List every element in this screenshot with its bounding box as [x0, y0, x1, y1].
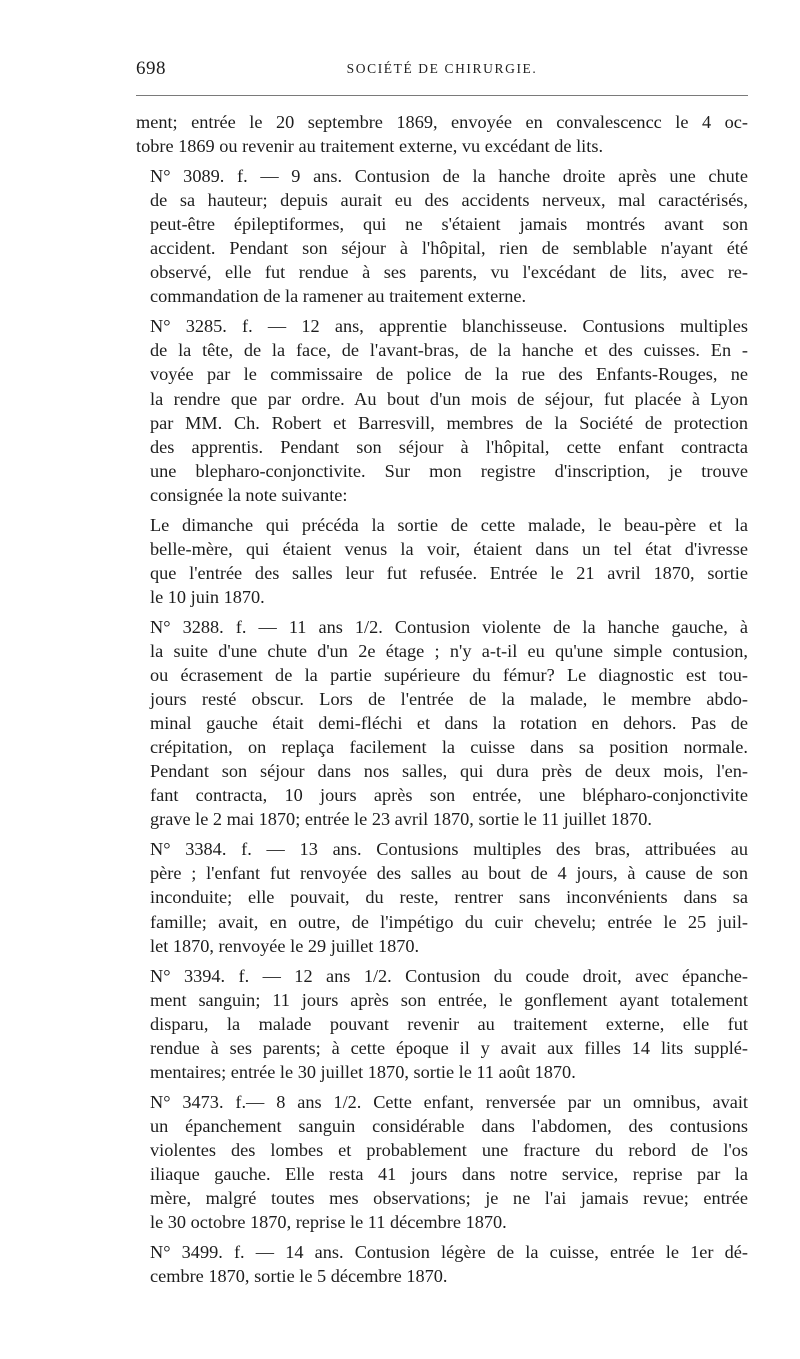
text-line: la rendre que par ordre. Au bout d'un mois de séjour, fut placée à Lyon [150, 388, 748, 409]
text-line: que l'entrée des salles leur fut refusée. Entrée le 21 avril 1870, sortie [150, 562, 748, 583]
text-line: belle-mère, qui étaient venus la voir, étaient dans un tel état d'ivresse [150, 538, 748, 559]
text-line: ment sanguin; 11 jours après son entrée, le gonflement ayant totalement [150, 989, 748, 1010]
case-paragraph [136, 1090, 748, 1234]
text-line: voyée par le commissaire de police de la rue des Enfants-Rouges, ne [150, 364, 748, 385]
text-line: par MM. Ch. Robert et Barresvill, membres de la Société de protection [150, 412, 748, 433]
text-line: crépitation, on replaça facilement la cuisse dans sa position normale. [150, 737, 748, 758]
text-line: accident. Pendant son séjour à l'hôpital, rien de semblable n'ayant été [150, 238, 748, 259]
text-line: famille; avait, en outre, de l'impétigo du cuir chevelu; entrée le 25 juil- [150, 911, 748, 932]
running-title: SOCIÉTÉ DE CHIRURGIE. [346, 61, 538, 76]
text-line: violentes des lombes et probablement une fracture du rebord de l'os [150, 1139, 748, 1160]
text-line: des apprentis. Pendant son séjour à l'hôpital, cette enfant contracta [150, 436, 748, 457]
text-line: père ; l'enfant fut renvoyée des salles au bout de 4 jours, à cause de son [150, 863, 748, 884]
text-line: la suite d'une chute d'un 2e étage ; n'y a-t-il eu qu'une simple contusion, [150, 640, 748, 661]
text-line: Le dimanche qui précéda la sortie de cette malade, le beau-père et la [150, 514, 748, 535]
text-line: de la tête, de la face, de l'avant-bras, de la hanche et des cuisses. En - [150, 340, 748, 361]
text-line: let 1870, renvoyée le 29 juillet 1870. [150, 935, 420, 956]
text-line: ment; entrée le 20 septembre 1869, envoyée en convalescencc le 4 oc- [136, 112, 748, 132]
text-line: mère, malgré toutes mes observations; je ne l'ai jamais revue; entrée [150, 1188, 748, 1209]
text-line: cembre 1870, sortie le 5 décembre 1870. [150, 1266, 448, 1287]
text-line: fant contracta, 10 jours après son entrée, une blépharo-conjonctivite [150, 785, 748, 806]
case-paragraph [136, 964, 748, 1084]
case-paragraph [136, 513, 748, 609]
case-paragraph [136, 837, 748, 957]
text-line: jours resté obscur. Lors de l'entrée de la malade, le membre abdo- [150, 689, 748, 710]
text-line: tobre 1869 ou revenir au traitement externe, vu excédant de lits. [136, 136, 604, 157]
text-line: peut-être épileptiformes, qui ne s'étaient jamais montrés avant son [150, 214, 748, 235]
text-line: N° 3089. f. — 9 ans. Contusion de la hanche droite après une chute [150, 166, 748, 187]
text-line: inconduite; elle pouvait, du reste, rentrer sans inconvénients dans sa [150, 887, 748, 908]
case-paragraph [136, 164, 748, 308]
page-number: 698 [136, 58, 166, 79]
text-line: une blepharo-conjonctivite. Sur mon registre d'inscription, je trouve [150, 460, 748, 481]
text-line: le 10 juin 1870. [150, 586, 265, 607]
text-line: le 30 octobre 1870, reprise le 11 décembre 1870. [150, 1212, 507, 1233]
text-line: N° 3288. f. — 11 ans 1/2. Contusion violente de la hanche gauche, à [150, 616, 748, 637]
body-text [136, 110, 748, 1294]
text-line: N° 3384. f. — 13 ans. Contusions multiples des bras, attribuées au [150, 839, 748, 860]
text-line: ou écrasement de la partie supérieure du fémur? Le diagnostic est tou- [150, 665, 748, 686]
continuation-paragraph [136, 110, 748, 158]
case-paragraph [136, 615, 748, 831]
text-line: iliaque gauche. Elle resta 41 jours dans notre service, reprise par la [150, 1163, 748, 1184]
text-line: mentaires; entrée le 30 juillet 1870, sortie le 11 août 1870. [150, 1061, 576, 1082]
case-paragraph [136, 314, 748, 506]
text-line: commandation de la ramener au traitement externe. [150, 286, 527, 307]
text-line: N° 3285. f. — 12 ans, apprentie blanchisseuse. Contusions multiples [150, 316, 748, 337]
text-line: consignée la note suivante: [150, 484, 348, 505]
text-line: N° 3394. f. — 12 ans 1/2. Contusion du coude droit, avec épanche- [150, 965, 748, 986]
text-line: observé, elle fut rendue à ses parents, vu l'excédant de lits, avec re- [150, 262, 748, 283]
text-line: disparu, la malade pouvant revenir au traitement externe, elle fut [150, 1013, 748, 1034]
text-line: de sa hauteur; depuis aurait eu des accidents nerveux, mal caractérisés, [150, 190, 748, 211]
text-line: minal gauche était demi-fléchi et dans la rotation en dehors. Pas de [150, 713, 748, 734]
text-line: N° 3473. f.— 8 ans 1/2. Cette enfant, renversée par un omnibus, avait [150, 1091, 748, 1112]
case-paragraph [136, 1240, 748, 1288]
text-line: rendue à ses parents; à cette époque il y avait aux filles 14 lits supplé- [150, 1037, 748, 1058]
text-line: grave le 2 mai 1870; entrée le 23 avril 1870, sortie le 11 juillet 1870. [150, 809, 652, 830]
text-line: Pendant son séjour dans nos salles, qui dura près de deux mois, l'en- [150, 761, 748, 782]
running-head [136, 58, 748, 88]
text-line: N° 3499. f. — 14 ans. Contusion légère de la cuisse, entrée le 1er dé- [150, 1242, 748, 1263]
header-rule [136, 95, 748, 96]
text-line: un épanchement sanguin considérable dans l'abdomen, des contusions [150, 1115, 748, 1136]
